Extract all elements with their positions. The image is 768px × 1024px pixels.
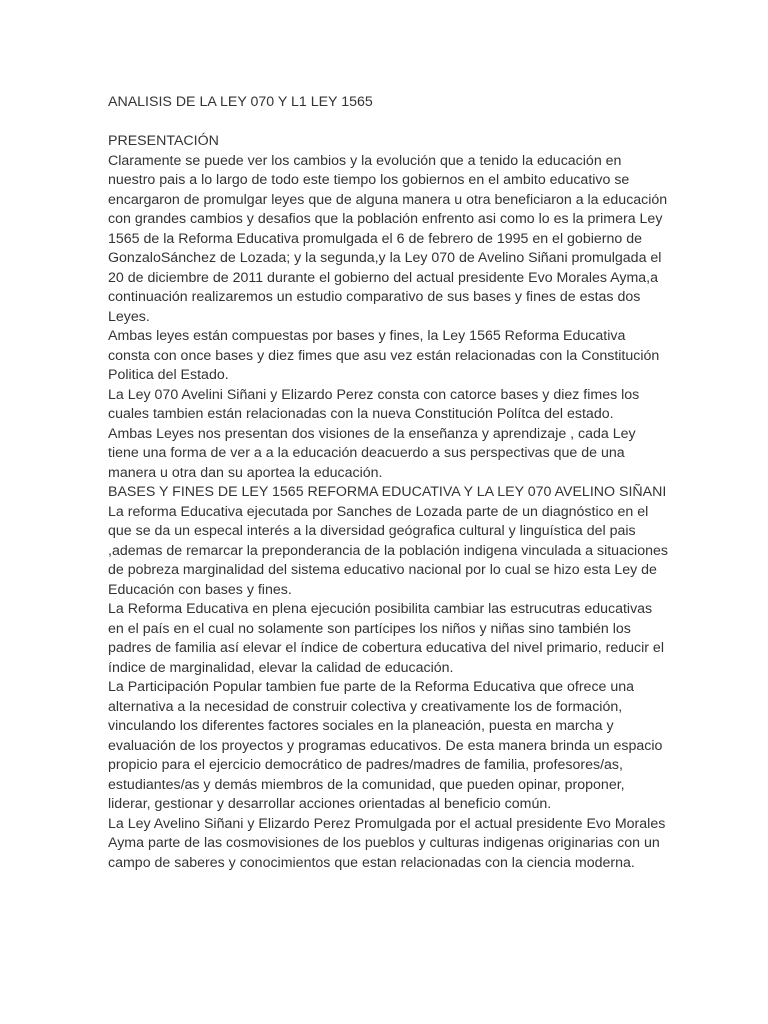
paragraph-intro: Claramente se puede ver los cambios y la evolución que a tenido la educación en nuestro pais a lo largo de todo este tiempo los gobiernos en el ambito educativo se encargaron de promulgar leyes que de alguna manera u otra beneficiaron a la educación con grandes cambios y desafios que la población enfrento asi como lo es la primera Ley 1565 de la Reforma Educativa promulgada el 6 de febrero de 1995 en el gobierno de GonzaloSánchez de Lozada; y la segunda,y la Ley 070 de Avelino Siñani promulgada el 20 de diciembre de 2011 durante el gobierno del actual presidente Evo Morales Ayma,a continuación realizaremos un estudio comparativo de sus bases y fines de estas dos Leyes. xyxy=(108,152,668,325)
paragraph-ley-1565: Ambas leyes están compuestas por bases y fines, la Ley 1565 Reforma Educativa consta con once bases y diez fimes que asu vez están relacionadas con la Constitución Politica del Estado. xyxy=(108,328,660,383)
paragraph-ley-070: La Ley 070 Avelini Siñani y Elizardo Perez consta con catorce bases y diez fimes los cuales tambien están relacionadas con la nueva Constitución Polítca del estado. xyxy=(108,386,640,422)
section-heading-presentacion: PRESENTACIÓN xyxy=(108,133,219,149)
blank-line xyxy=(108,113,668,133)
paragraph-ley-avelino: La Ley Avelino Siñani y Elizardo Perez Promulgada por el actual presidente Evo Morales Ayma parte de las cosmovisiones de los pueblos y culturas indigenas originarias con un campo de saberes y conocimientos que estan relacionadas con la ciencia moderna. xyxy=(108,815,666,871)
paragraph-participacion-popular: La Participación Popular tambien fue parte de la Reforma Educativa que ofrece una alternativa a la necesidad de construir colectiva y creativamente los de formación, vinculando los diferentes factores sociales en la planeación, puesta en marcha y evaluación de los proyectos y programas educativos. De esta manera brinda un espacio propicio para el ejercicio democrático de padres/madres de familia, profesores/as, estudiantes/as y demás miembros de la comunidad, que pueden opinar, proponer, liderar, gestionar y desarrollar acciones orientadas al beneficio común. xyxy=(108,679,663,812)
section-heading-bases-fines: BASES Y FINES DE LEY 1565 REFORMA EDUCATIVA Y LA LEY 070 AVELINO SIÑANI xyxy=(108,484,667,500)
document-page xyxy=(108,93,668,873)
paragraph-reforma-ejecucion: La Reforma Educativa en plena ejecución posibilita cambiar las estrucutras educativas en el país en el cual no solamente son partícipes los niños y niñas sino también los padres de familia así elevar el índice de cobertura educativa del nivel primario, reducir el índice de marginalidad, elevar la calidad de educación. xyxy=(108,601,664,676)
paragraph-visiones: Ambas Leyes nos presentan dos visiones de la enseñanza y aprendizaje , cada Ley tiene una forma de ver a a la educación deacuerdo a sus perspectivas que de una manera u otra dan su aportea la educación. xyxy=(108,425,636,481)
paragraph-reforma-diagnostico: La reforma Educativa ejecutada por Sanches de Lozada parte de un diagnóstico en el que se da un especal interés a la diversidad geógrafica cultural y linguística del pais ,ademas de remarcar la preponderancia de la población indigena vinculada a situaciones de pobreza marginalidad del sistema educativo nacional por lo cual se hizo esta Ley de Educación con bases y fines. xyxy=(108,503,668,598)
document-title: ANALISIS DE LA LEY 070 Y L1 LEY 1565 xyxy=(108,94,373,110)
